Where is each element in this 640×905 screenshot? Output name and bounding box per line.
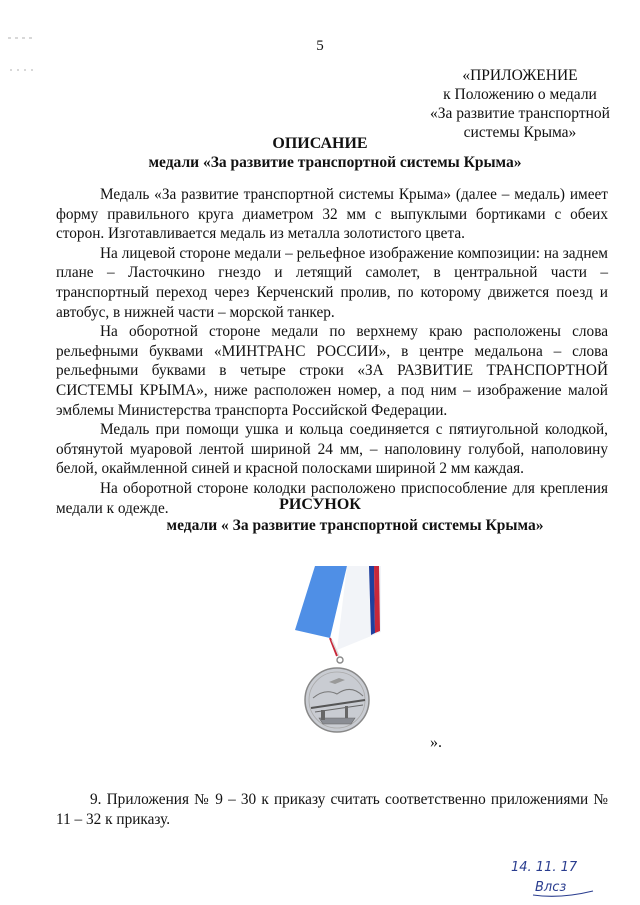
annex-header	[420, 66, 620, 142]
annex-line-2: к Положению о медали	[443, 86, 597, 103]
page-number: 5	[316, 38, 324, 54]
ribbon-red-stripe	[374, 566, 380, 633]
paragraph: Медаль при помощи ушка и кольца соединяется с пятиугольной колодкой, обтянутой муаровой лентой шириной 24 мм, – наполовину голубой, наполовину белой, окаймленной синей и красной полосками шириной 2 мм каждая.	[56, 421, 608, 478]
item-9	[56, 790, 608, 829]
annex-line-4: системы Крыма»	[463, 124, 577, 141]
annex-line-1: «ПРИЛОЖЕНИЕ	[462, 67, 578, 84]
paragraph: Медаль «За развитие транспортной системы Крыма» (далее – медаль) имеет форму правильного круга диаметром 32 мм с выпуклыми бортиками с обеих сторон. Изготавливается медаль из металла золотистого цвета.	[56, 186, 608, 243]
description-heading: ОПИСАНИЕ	[272, 135, 368, 152]
paragraph: На оборотной стороне медали по верхнему краю расположены слова рельефными буквами «МИНТРАНС РОССИИ», в центре медальона – слова рельефными буквами в четыре строки «ЗА РАЗВИТИЕ ТРАНСПОРТНОЙ СИСТЕМЫ КРЫМА», ниже расположен номер, а под ним – изображение малой эмблемы Министерства транспорта Российской Федерации.	[56, 323, 608, 419]
ribbon-blue-half	[295, 566, 347, 638]
item-9-text: 9. Приложения № 9 – 30 к приказу считать соответственно приложениями № 11 – 32 к приказу.	[56, 791, 608, 828]
annex-line-3: «За развитие транспортной	[430, 105, 610, 122]
medal-ring	[337, 657, 343, 663]
signature-initials: Влсз	[535, 880, 567, 895]
figure-subheading: медали « За развитие транспортной системы Крыма»	[166, 517, 544, 534]
closing-quote: ».	[430, 734, 442, 751]
paragraph: На лицевой стороне медали – рельефное изображение композиции: на заднем плане – Ласточкино гнездо и летящий самолет, в центральной части – транспортный переход через Керченский пролив, по которому движется поезд и автобус, в нижней части – морской танкер.	[56, 244, 608, 321]
medal-image	[285, 560, 395, 740]
paragraph: На оборотной стороне колодки расположено приспособление для крепления медали к одежде.	[56, 479, 608, 517]
description-body	[56, 185, 608, 518]
signature-date: 14. 11. 17	[511, 860, 578, 875]
description-subheading: медали «За развитие транспортной системы Крыма»	[148, 154, 522, 171]
figure-heading: РИСУНОК	[279, 496, 361, 513]
handwritten-signature	[505, 855, 605, 900]
